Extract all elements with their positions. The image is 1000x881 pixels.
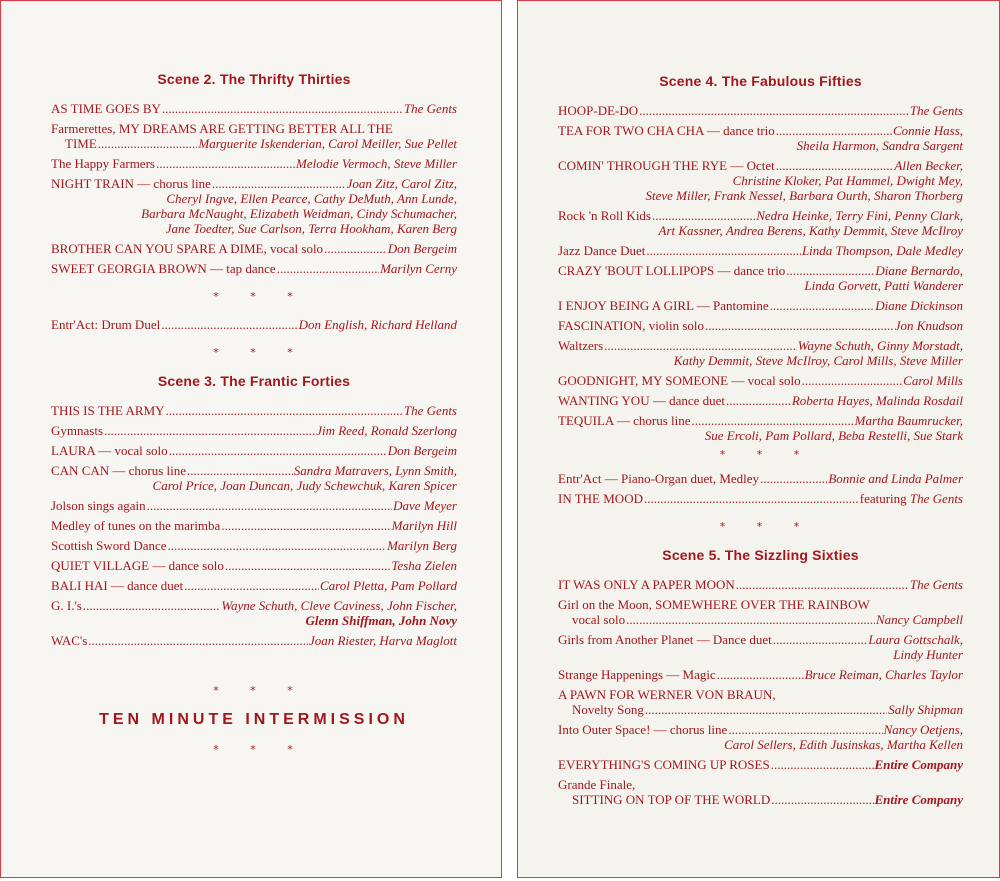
- program-item: [558, 318, 963, 333]
- item-name: EVERYTHING'S COMING UP ROSES: [558, 757, 770, 772]
- performer-continued: Kathy Demmit, Steve McIlroy, Carol Mills, Steve Miller: [673, 353, 963, 368]
- star-divider: * * *: [213, 743, 307, 756]
- page-right-content: [518, 73, 999, 812]
- star-divider: * * *: [213, 290, 307, 303]
- item-performer: Wayne Schuth, Cleve Caviness, John Fischer,: [221, 598, 457, 613]
- performer-continued: Sheila Harmon, Sandra Sargent: [796, 138, 963, 153]
- item-name: vocal solo: [572, 612, 626, 627]
- item-performer: Nancy Oetjens,: [883, 722, 963, 737]
- item-performer: The Gents: [909, 577, 963, 592]
- entracte-item: [558, 471, 963, 486]
- item-name: QUIET VILLAGE — dance solo: [51, 558, 224, 573]
- item-performer: Don English, Richard Helland: [298, 317, 457, 332]
- item-name: COMIN' THROUGH THE RYE — Octet: [558, 158, 775, 173]
- program-item: [558, 577, 963, 592]
- item-name: GOODNIGHT, MY SOMEONE — vocal solo: [558, 373, 801, 388]
- performer-continued: Lindy Hunter: [893, 647, 963, 662]
- item-name-line1: Farmerettes, MY DREAMS ARE GETTING BETTER ALL THE: [51, 121, 393, 136]
- item-performer: Dave Meyer: [393, 498, 457, 513]
- program-item: [558, 491, 963, 506]
- item-performer: Wayne Schuth, Ginny Morstadt,: [797, 338, 963, 353]
- star-divider: * * *: [213, 684, 307, 697]
- page-left-content: [1, 71, 501, 770]
- item-name: LAURA — vocal solo: [51, 443, 168, 458]
- program-item: [558, 393, 963, 408]
- program-item: [51, 558, 457, 573]
- item-name: TEQUILA — chorus line: [558, 413, 691, 428]
- program-item: [51, 241, 457, 256]
- item-performer: Tesha Zielen: [391, 558, 457, 573]
- item-performer: Nancy Campbell: [875, 612, 963, 627]
- program-item: [558, 597, 963, 627]
- entracte-item: [51, 317, 457, 332]
- item-name-line1: Girl on the Moon, SOMEWHERE OVER THE RAINBOW: [558, 597, 870, 612]
- item-performer: Linda Thompson, Dale Medley: [801, 243, 963, 258]
- item-name-line1: A PAWN FOR WERNER VON BRAUN,: [558, 687, 776, 702]
- item-name: HOOP-DE-DO: [558, 103, 639, 118]
- item-name: Strange Happenings — Magic: [558, 667, 716, 682]
- program-item: [558, 338, 963, 368]
- item-performer: The Gents: [909, 491, 963, 506]
- item-performer: Diane Dickinson: [875, 298, 963, 313]
- item-performer: Diane Bernardo,: [875, 263, 963, 278]
- performer-continued: Jane Toedter, Sue Carlson, Terra Hookham, Karen Berg: [165, 221, 457, 236]
- item-name: CRAZY 'BOUT LOLLIPOPS — dance trio: [558, 263, 786, 278]
- program-item: [558, 632, 963, 662]
- program-item: [51, 633, 457, 648]
- scene-3-title: Scene 3. The Frantic Forties: [157, 373, 351, 389]
- program-item: [51, 443, 457, 458]
- item-name: TEA FOR TWO CHA CHA — dance trio: [558, 123, 775, 138]
- item-name: NIGHT TRAIN — chorus line: [51, 176, 211, 191]
- item-performer: Joan Zitz, Carol Zitz,: [346, 176, 457, 191]
- item-performer: Martha Baumrucker,: [854, 413, 963, 428]
- item-performer: Jim Reed, Ronald Szerlong: [316, 423, 457, 438]
- item-performer: Roberta Hayes, Malinda Rosdail: [791, 393, 963, 408]
- item-name-line1: Grande Finale,: [558, 777, 636, 792]
- performer-continued: Carol Sellers, Edith Jusinskas, Martha Kellen: [724, 737, 963, 752]
- item-performer: Carol Mills: [903, 373, 963, 388]
- item-name: SWEET GEORGIA BROWN — tap dance: [51, 261, 276, 276]
- item-name: I ENJOY BEING A GIRL — Pantomine: [558, 298, 769, 313]
- item-name: Entr'Act: Drum Duel: [51, 317, 161, 332]
- item-performer: Entire Company: [874, 757, 963, 772]
- star-divider: * * *: [719, 520, 814, 533]
- item-name: Rock 'n Roll Kids: [558, 208, 651, 223]
- item-performer: Bruce Reiman, Charles Taylor: [804, 667, 963, 682]
- program-item: [51, 176, 457, 236]
- item-name: Jolson sings again: [51, 498, 146, 513]
- item-performer: Don Bergeim: [387, 443, 457, 458]
- program-item: [558, 123, 963, 153]
- program-item: [558, 373, 963, 388]
- item-performer: Joan Riester, Harva Maglott: [308, 633, 457, 648]
- performer-continued: Steve Miller, Frank Nessel, Barbara Ourth, Sharon Thorberg: [645, 188, 963, 203]
- item-performer: The Gents: [403, 101, 457, 116]
- program-item: [558, 757, 963, 772]
- item-performer: The Gents: [403, 403, 457, 418]
- item-name: BROTHER CAN YOU SPARE A DIME, vocal solo: [51, 241, 324, 256]
- scene-5-title: Scene 5. The Sizzling Sixties: [662, 547, 859, 563]
- program-item: [558, 687, 963, 717]
- program-item: [558, 777, 963, 807]
- item-performer: Connie Hass,: [892, 123, 963, 138]
- scene-2-title: Scene 2. The Thrifty Thirties: [157, 71, 351, 87]
- program-item: [51, 518, 457, 533]
- item-performer: Bonnie and Linda Palmer: [828, 471, 963, 486]
- star-divider: * * *: [719, 448, 814, 461]
- performer-continued: Carol Price, Joan Duncan, Judy Schewchuk, Karen Spicer: [152, 478, 457, 493]
- program-item: [558, 413, 963, 443]
- program-item: [558, 722, 963, 752]
- item-prefix: featuring: [859, 491, 907, 506]
- item-name: The Happy Farmers: [51, 156, 155, 171]
- item-name: AS TIME GOES BY: [51, 101, 161, 116]
- program-item: [51, 423, 457, 438]
- performer-continued: Art Kassner, Andrea Berens, Kathy Demmit, Steve McIlroy: [658, 223, 963, 238]
- program-item: [51, 578, 457, 593]
- item-performer: Carol Pletta, Pam Pollard: [320, 578, 457, 593]
- performer-continued: Cheryl Ingve, Ellen Pearce, Cathy DeMuth, Ann Lunde,: [166, 191, 457, 206]
- performer-continued: Glenn Shiffman, John Novy: [305, 613, 457, 628]
- item-name: BALI HAI — dance duet: [51, 578, 184, 593]
- program-item: [51, 598, 457, 628]
- program-page-right: [517, 0, 1000, 878]
- item-name: Girls from Another Planet — Dance duet: [558, 632, 772, 647]
- item-performer: Allen Becker,: [894, 158, 963, 173]
- program-item: [558, 298, 963, 313]
- program-item: [51, 463, 457, 493]
- performer-continued: Linda Gorvett, Patti Wanderer: [804, 278, 963, 293]
- item-performer: Entire Company: [874, 792, 963, 807]
- performer-continued: Barbara McNaught, Elizabeth Weidman, Cindy Schumacher,: [141, 206, 457, 221]
- item-name: Scottish Sword Dance: [51, 538, 167, 553]
- program-item: [558, 158, 963, 203]
- program-item: [558, 243, 963, 258]
- item-performer: Marguerite Iskenderian, Carol Meiller, Sue Pellet: [198, 136, 457, 151]
- program-item: [51, 261, 457, 276]
- item-name: CAN CAN — chorus line: [51, 463, 187, 478]
- item-name: Gymnasts: [51, 423, 103, 438]
- item-performer: Sandra Matravers, Lynn Smith,: [293, 463, 457, 478]
- item-name: WANTING YOU — dance duet: [558, 393, 726, 408]
- program-item: [51, 121, 457, 151]
- program-item: [558, 208, 963, 238]
- program-item: [51, 403, 457, 418]
- item-performer: Marilyn Berg: [387, 538, 457, 553]
- item-name: TIME: [65, 136, 97, 151]
- item-performer: Laura Gottschalk,: [868, 632, 963, 647]
- item-name: Waltzers: [558, 338, 604, 353]
- item-name: Entr'Act — Piano-Organ duet, Medley: [558, 471, 760, 486]
- item-performer: The Gents: [909, 103, 963, 118]
- program-item: [51, 156, 457, 171]
- item-performer: Melodie Vermoch, Steve Miller: [296, 156, 457, 171]
- item-name: Medley of tunes on the marimba: [51, 518, 221, 533]
- scene-4-title: Scene 4. The Fabulous Fifties: [659, 73, 862, 89]
- item-performer: Jon Knudson: [894, 318, 963, 333]
- performer-continued: Sue Ercoli, Pam Pollard, Beba Restelli, Sue Stark: [704, 428, 963, 443]
- item-name: Jazz Dance Duet: [558, 243, 646, 258]
- item-name: WAC's: [51, 633, 88, 648]
- item-name: Into Outer Space! — chorus line: [558, 722, 728, 737]
- item-name: FASCINATION, violin solo: [558, 318, 705, 333]
- item-performer: Sally Shipman: [888, 702, 963, 717]
- item-name: THIS IS THE ARMY: [51, 403, 165, 418]
- item-performer: Don Bergeim: [387, 241, 457, 256]
- program-item: [51, 498, 457, 513]
- item-name: IT WAS ONLY A PAPER MOON: [558, 577, 735, 592]
- item-performer: Marilyn Cerny: [380, 261, 457, 276]
- item-name: Novelty Song: [572, 702, 644, 717]
- program-item: [558, 103, 963, 118]
- intermission-heading: TEN MINUTE INTERMISSION: [99, 711, 409, 728]
- item-performer: Marilyn Hill: [391, 518, 457, 533]
- program-item: [558, 263, 963, 293]
- program-item: [51, 101, 457, 116]
- item-name: SITTING ON TOP OF THE WORLD: [572, 792, 771, 807]
- item-name: IN THE MOOD: [558, 491, 643, 506]
- item-performer: Nedra Heinke, Terry Fini, Penny Clark,: [756, 208, 963, 223]
- program-item: [558, 667, 963, 682]
- item-name: G. I.'s: [51, 598, 82, 613]
- program-item: [51, 538, 457, 553]
- star-divider: * * *: [213, 346, 307, 359]
- performer-continued: Christine Kloker, Pat Hammel, Dwight Mey,: [732, 173, 963, 188]
